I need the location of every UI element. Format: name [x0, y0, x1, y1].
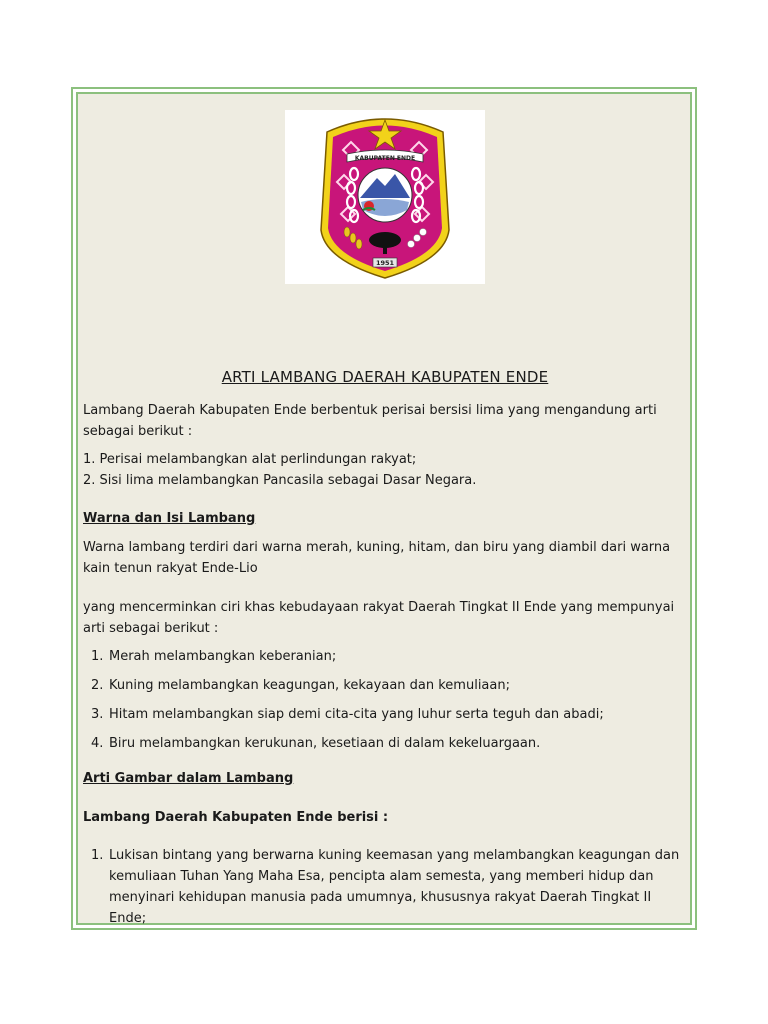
section-heading-images: Arti Gambar dalam Lambang [83, 771, 294, 786]
list-text: Merah melambangkan keberanian; [109, 649, 337, 664]
list-number: 2. [91, 678, 104, 693]
intro-paragraph: Lambang Daerah Kabupaten Ende berbentuk perisai bersisi lima yang mengandung arti sebagai berikut : [83, 403, 657, 439]
list-text: Kuning melambangkan keagungan, kekayaan dan kemuliaan; [109, 678, 510, 693]
kabupaten-ende-emblem [285, 110, 485, 284]
section-subheading-contents: Lambang Daerah Kabupaten Ende berisi : [83, 810, 389, 825]
list-item [91, 704, 681, 725]
list-item [91, 646, 681, 667]
intro-point-1: 1. Perisai melambangkan alat perlindungan rakyat; [83, 452, 417, 467]
list-number: 3. [91, 707, 104, 722]
list-number: 1. [91, 848, 104, 863]
emblem-year-text: 1951 [375, 259, 395, 267]
list-item [91, 733, 681, 754]
colors-paragraph-2: yang mencerminkan ciri khas kebudayaan rakyat Daerah Tingkat II Ende yang mempunyai arti sebagai berikut : [83, 600, 675, 636]
section-heading-colors: Warna dan Isi Lambang [83, 511, 256, 526]
colors-paragraph-1: Warna lambang terdiri dari warna merah, kuning, hitam, dan biru yang diambil dari warna kain tenun rakyat Ende-Lio [83, 540, 671, 576]
list-text: Lukisan bintang yang berwarna kuning keemasan yang melambangkan keagungan dan kemuliaan Tuhan Yang Maha Esa, pencipta alam semesta, yang memberi hidup dan menyinari kehidupan manusia pada umumnya, khususnya rakyat Daerah Tingkat II Ende; [109, 848, 680, 926]
list-item [91, 845, 691, 929]
list-item [91, 675, 681, 696]
list-number: 4. [91, 736, 104, 751]
emblem-banner-text: KABUPATEN ENDE [354, 155, 416, 162]
list-number: 1. [91, 649, 104, 664]
intro-point-2: 2. Sisi lima melambangkan Pancasila sebagai Dasar Negara. [83, 473, 477, 488]
list-text: Biru melambangkan kerukunan, kesetiaan di dalam kekeluargaan. [109, 736, 541, 751]
list-text: Hitam melambangkan siap demi cita-cita yang luhur serta teguh dan abadi; [109, 707, 604, 722]
document-title: ARTI LAMBANG DAERAH KABUPATEN ENDE [221, 368, 549, 386]
